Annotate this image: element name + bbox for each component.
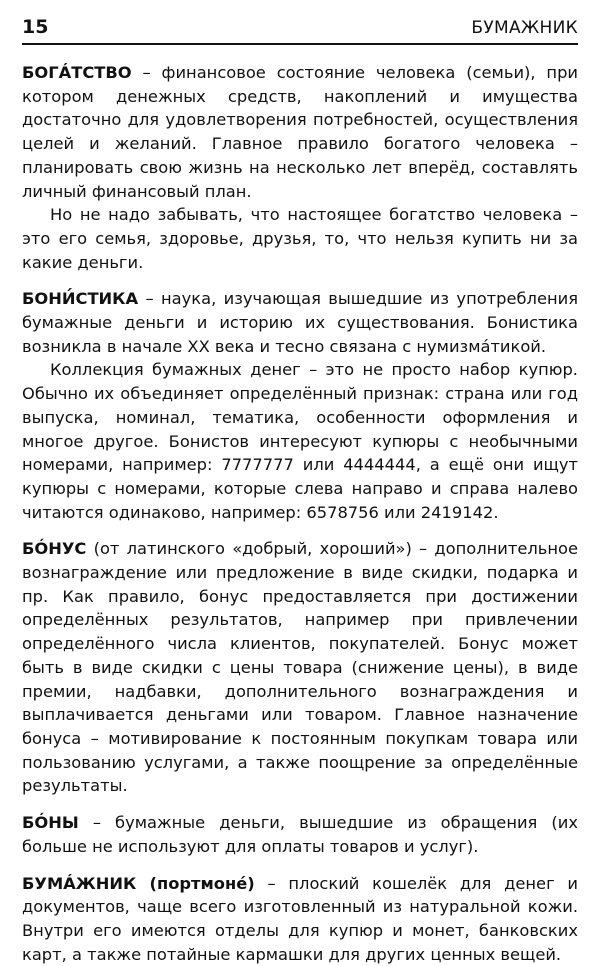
entry-definition [22, 872, 578, 966]
entry-term: БОГÁТСТВО [22, 63, 132, 82]
entry-definition [22, 61, 578, 203]
running-title: БУМАЖНИК [471, 18, 578, 38]
entry-definition [22, 287, 578, 358]
entry-term: БУМÁЖНИК (портмонé) [22, 874, 255, 893]
entry-definition-text: – бумажные деньги, вышедшие из обращения (их больше не используют для оплаты товаров и услуг). [22, 813, 578, 856]
entry-term: БÓНЫ [22, 813, 79, 832]
entry-bumazhnik [22, 872, 578, 966]
entry-definition-text: – наука, изучающая вышедшие из употребления бумажные деньги и историю их существования. Бонистика возникла в начале XX века и тесно связана с нумизмáтикой. [22, 289, 578, 355]
entry-definition [22, 811, 578, 858]
entry-definition-text: – финансовое состояние человека (семьи), при котором денежных средств, накоплений и имущества достаточно для удовлетворения потребностей, осуществления целей и желаний. Главное правило богатого человека – планировать свою жизнь на несколько лет вперёд, составлять личный финансовый план. [22, 63, 578, 201]
entry-definition [22, 537, 578, 798]
entry-bonistika [22, 287, 578, 524]
header-rule [22, 43, 578, 45]
entry-term: БÓНУС [22, 539, 86, 558]
entry-bonus [22, 537, 578, 798]
entry-bony [22, 811, 578, 858]
entry-definition-text: (от латинского «добрый, хороший») – дополнительное вознаграждение или предложение в виде скидки, подарка и пр. Как правило, бонус предоставляется при достижении определённых результатов, например при привлечении определённого числа клиентов, покупателей. Бонус может быть в виде скидки с цены товара (снижение цены), в виде премии, надбавки, дополнительного вознаграждения и выплачивается деньгами или товаром. Главное назначение бонуса – мотивирование к постоянным покупкам товара или пользованию услугами, а также поощрение за определённые результаты. [22, 539, 578, 795]
page-header [22, 12, 578, 38]
entry-bogatstvo [22, 61, 578, 274]
entry-definition-text: – плоский кошелёк для денег и документов, чаще всего изготовленный из натуральной кожи. Внутри его имеются отделы для купюр и монет, банковских карт, а также потайные кармашки для других ценных вещей. [22, 874, 578, 964]
page-number: 15 [22, 16, 48, 38]
entry-paragraph: Но не надо забывать, что настоящее богатство человека – это его семья, здоровье, друзья, то, что нельзя купить ни за какие деньги. [22, 203, 578, 274]
entry-term: БОНИ́СТИКА [22, 289, 138, 308]
entry-paragraph: Коллекция бумажных денег – это не просто набор купюр. Обычно их объединяет определённый признак: страна или год выпуска, номинал, тематика, особенности оформления и многое другое. Бонистов интересуют купюры с необычными номерами, например: 7777777 или 4444444, а ещё они ищут купюры с номерами, которые слева направо и справа налево читаются одинаково, например: 6578756 или 2419142. [22, 358, 578, 524]
